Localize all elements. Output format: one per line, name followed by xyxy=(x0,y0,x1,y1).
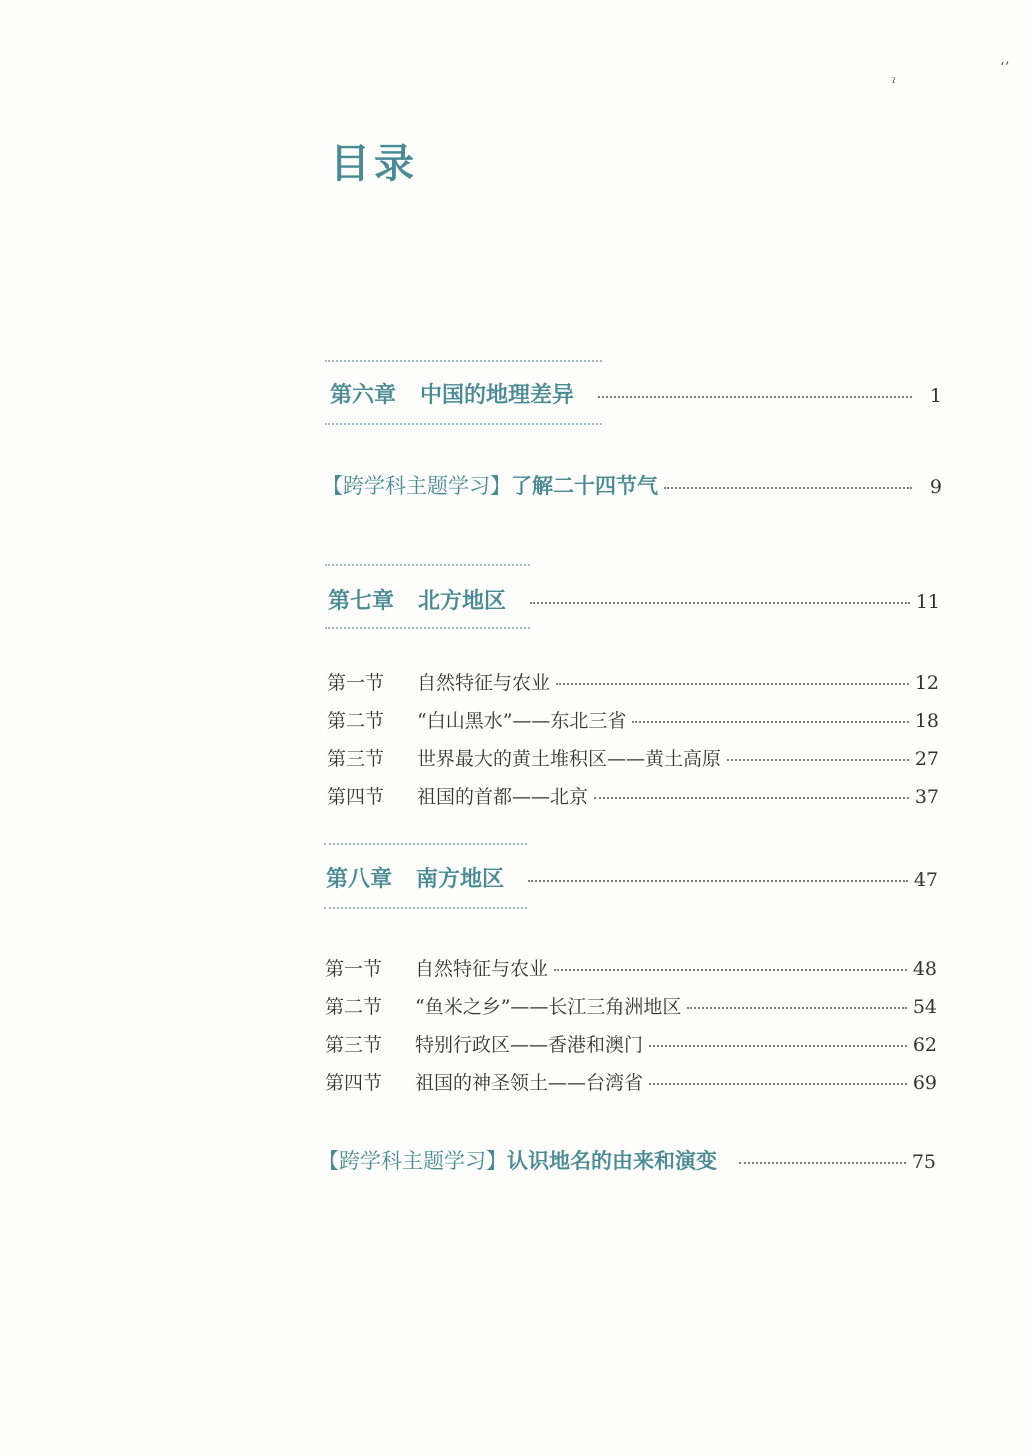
toc-row-section[interactable] xyxy=(325,954,937,981)
dot-leader xyxy=(530,602,910,604)
section-number: 第二节 xyxy=(325,996,383,1018)
section-name: “白山黑水”——东北三省 xyxy=(417,710,627,732)
page-number: 69 xyxy=(912,1072,937,1094)
section-number: 第一节 xyxy=(327,672,385,694)
dot-leader xyxy=(649,1045,907,1047)
chapter-number: 第八章 xyxy=(326,867,393,892)
toc-row-chapter-6[interactable] xyxy=(330,378,942,409)
toc-row-section[interactable] xyxy=(327,706,939,733)
section-number: 第三节 xyxy=(327,748,385,770)
chapter-divider xyxy=(325,360,602,362)
toc-row-section[interactable] xyxy=(327,668,939,695)
section-name: 祖国的神圣领土——台湾省 xyxy=(415,1072,644,1094)
page-number: 75 xyxy=(911,1151,936,1173)
dot-leader xyxy=(594,797,909,799)
study-name: 认识地名的由来和演变 xyxy=(507,1149,717,1173)
section-name: 祖国的首都——北京 xyxy=(417,786,589,808)
study-bracket: 【跨学科主题学习】 xyxy=(318,1149,507,1173)
page-number: 18 xyxy=(914,710,939,732)
chapter-divider xyxy=(325,564,530,566)
section-number: 第四节 xyxy=(327,786,385,808)
section-name: 自然特征与农业 xyxy=(415,958,549,980)
dot-leader xyxy=(687,1007,906,1009)
section-name: 世界最大的黄土堆积区——黄土高原 xyxy=(417,748,722,770)
page-number: 12 xyxy=(914,672,939,694)
dot-leader xyxy=(739,1162,906,1164)
chapter-divider xyxy=(324,843,527,845)
page-title: 目录 xyxy=(330,141,418,187)
chapter-name: 北方地区 xyxy=(418,589,507,614)
toc-row-section[interactable] xyxy=(327,744,939,771)
chapter-divider xyxy=(325,627,530,629)
page-number: 54 xyxy=(912,996,937,1018)
chapter-number: 第六章 xyxy=(330,383,397,408)
toc-row-section[interactable] xyxy=(325,992,937,1019)
dot-leader xyxy=(664,487,912,489)
scan-speck: ʻʼ xyxy=(1000,60,1009,76)
section-number: 第一节 xyxy=(325,958,383,980)
dot-leader xyxy=(528,880,908,882)
toc-row-study-2[interactable] xyxy=(318,1145,936,1175)
toc-row-section[interactable] xyxy=(325,1068,937,1095)
study-bracket: 【跨学科主题学习】 xyxy=(322,474,511,498)
toc-row-study-1[interactable] xyxy=(322,470,942,500)
dot-leader xyxy=(598,396,912,398)
page-number: 62 xyxy=(912,1034,937,1056)
chapter-number: 第七章 xyxy=(328,589,395,614)
page-number: 1 xyxy=(929,385,942,407)
page-number: 9 xyxy=(929,476,942,498)
page-number: 48 xyxy=(912,958,937,980)
chapter-name: 中国的地理差异 xyxy=(420,383,575,408)
page-number: 11 xyxy=(915,591,940,613)
dot-leader xyxy=(632,721,908,723)
toc-row-section[interactable] xyxy=(325,1030,937,1057)
dot-leader xyxy=(727,759,909,761)
chapter-divider xyxy=(325,423,602,425)
section-name: “鱼米之乡”——长江三角洲地区 xyxy=(415,996,682,1018)
section-name: 特别行政区——香港和澳门 xyxy=(415,1034,644,1056)
toc-row-chapter-8[interactable] xyxy=(326,862,938,893)
study-name: 了解二十四节气 xyxy=(511,474,658,498)
dot-leader xyxy=(649,1083,907,1085)
toc-row-section[interactable] xyxy=(327,782,939,809)
section-number: 第二节 xyxy=(327,710,385,732)
scan-speck: ˀ xyxy=(892,76,896,92)
section-name: 自然特征与农业 xyxy=(417,672,551,694)
chapter-divider xyxy=(324,907,527,909)
page-number: 37 xyxy=(914,786,939,808)
page-number: 47 xyxy=(913,869,938,891)
dot-leader xyxy=(554,969,907,971)
section-number: 第四节 xyxy=(325,1072,383,1094)
toc-row-chapter-7[interactable] xyxy=(328,584,940,615)
dot-leader xyxy=(556,683,909,685)
chapter-name: 南方地区 xyxy=(416,867,505,892)
page-number: 27 xyxy=(914,748,939,770)
section-number: 第三节 xyxy=(325,1034,383,1056)
